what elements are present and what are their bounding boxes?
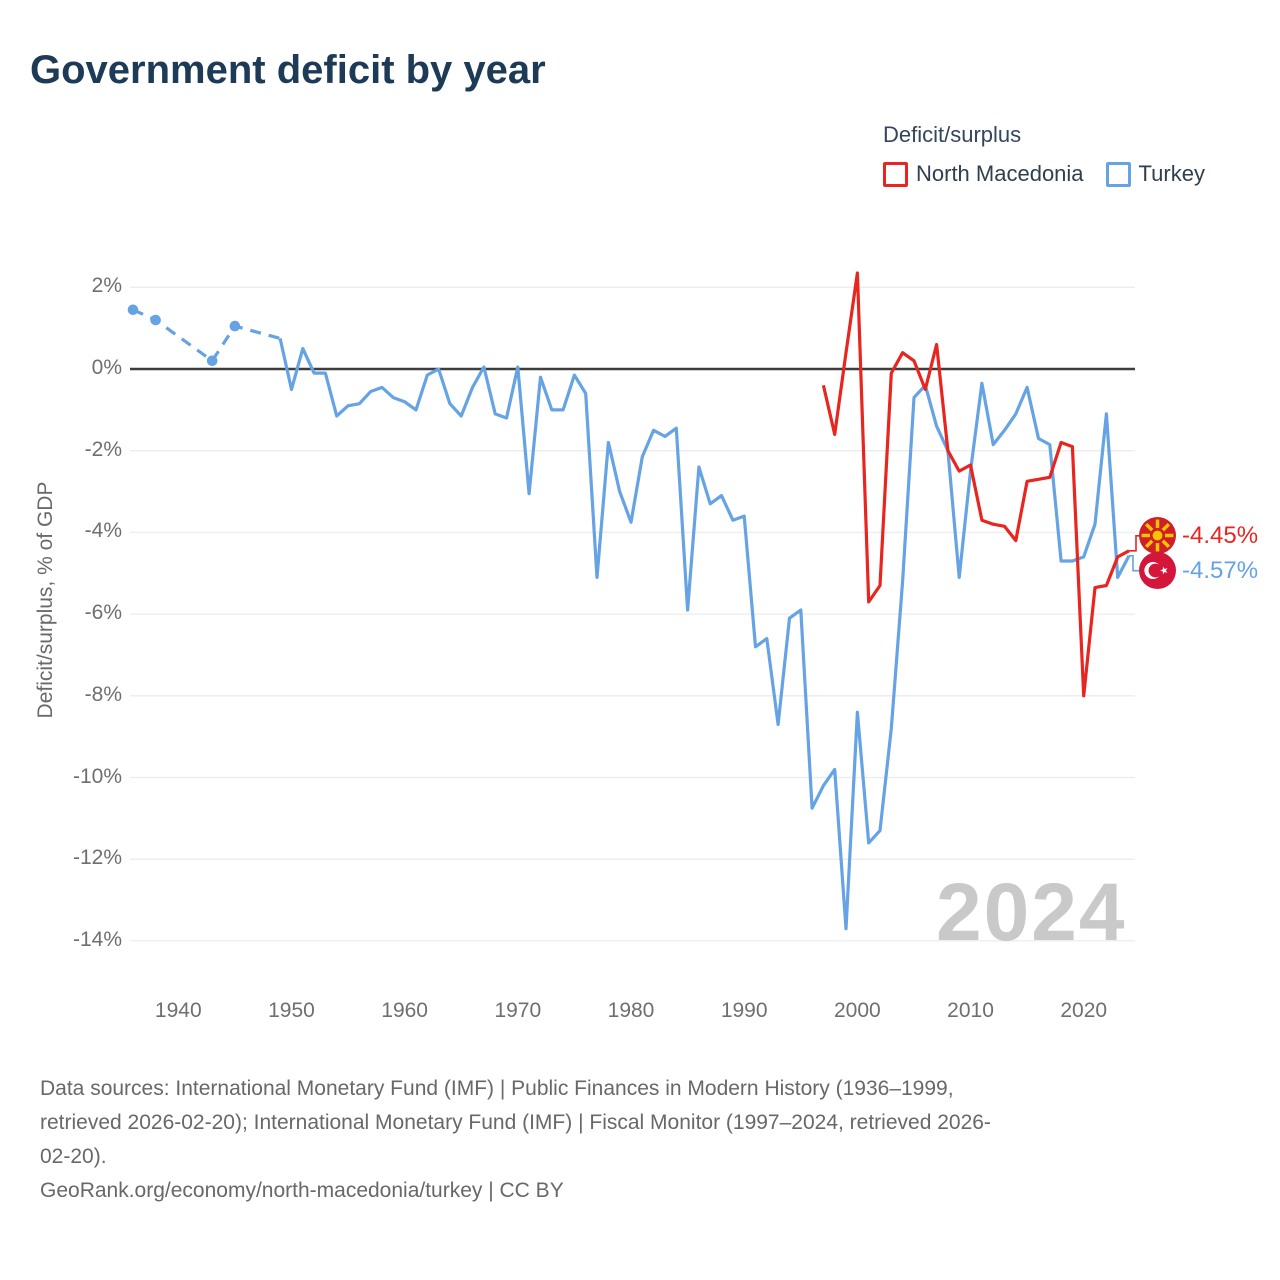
legend-title: Deficit/surplus xyxy=(883,122,1022,147)
y-tick-label: -10% xyxy=(72,764,122,788)
y-tick-label: 0% xyxy=(91,356,122,379)
y-tick-label: -6% xyxy=(84,601,122,625)
x-tick-label: 2000 xyxy=(834,999,881,1022)
y-tick-label: -14% xyxy=(72,927,122,951)
y-axis-title: Deficit/surplus, % of GDP xyxy=(34,481,57,719)
turkey-marker xyxy=(207,356,218,367)
north-macedonia-flag-icon xyxy=(1139,517,1176,554)
source-text xyxy=(40,1072,1250,1208)
x-tick-label: 1980 xyxy=(607,999,655,1022)
source-line: retrieved 2026-02-20); International Monetary Fund (IMF) | Fiscal Monitor (1997–2024, retrieved 2026- xyxy=(40,1111,991,1134)
turkey-marker xyxy=(150,315,161,326)
y-tick-label: -4% xyxy=(84,519,122,543)
page-title: Government deficit by year xyxy=(30,48,546,92)
north-macedonia-end-value: -4.45% xyxy=(1182,521,1259,549)
source-line: 02-20). xyxy=(40,1145,107,1168)
y-tick-label: -8% xyxy=(84,682,122,706)
y-tick-label: 2% xyxy=(91,274,122,298)
turkey-end-label-row xyxy=(1139,552,1258,590)
turkey-end-value: -4.57% xyxy=(1182,556,1259,584)
legend-item-label: Turkey xyxy=(1138,161,1205,186)
north-macedonia-end-label-row xyxy=(1139,517,1258,555)
turkey-flag-icon xyxy=(1139,552,1176,589)
y-tick-label: -2% xyxy=(84,437,122,461)
watermark: 2024 xyxy=(936,867,1127,958)
turkey-marker xyxy=(128,305,139,316)
x-tick-label: 1940 xyxy=(154,999,202,1022)
x-tick-label: 1990 xyxy=(720,999,768,1022)
source-line: Data sources: International Monetary Fund (IMF) | Public Finances in Modern History (1936–1999, xyxy=(40,1077,954,1100)
x-tick-label: 1960 xyxy=(381,999,428,1022)
y-tick-label: -12% xyxy=(72,846,122,870)
north-macedonia-line xyxy=(823,273,1129,696)
x-tick-label: 2010 xyxy=(947,999,994,1022)
turkey-line xyxy=(280,338,1129,928)
turkey-marker xyxy=(230,321,241,332)
x-tick-label: 1950 xyxy=(268,999,315,1022)
x-tick-label: 2020 xyxy=(1060,999,1108,1022)
x-tick-label: 1970 xyxy=(494,999,542,1022)
legend-item-label: North Macedonia xyxy=(916,161,1084,186)
source-link-line: GeoRank.org/economy/north-macedonia/turkey | CC BY xyxy=(40,1179,564,1202)
